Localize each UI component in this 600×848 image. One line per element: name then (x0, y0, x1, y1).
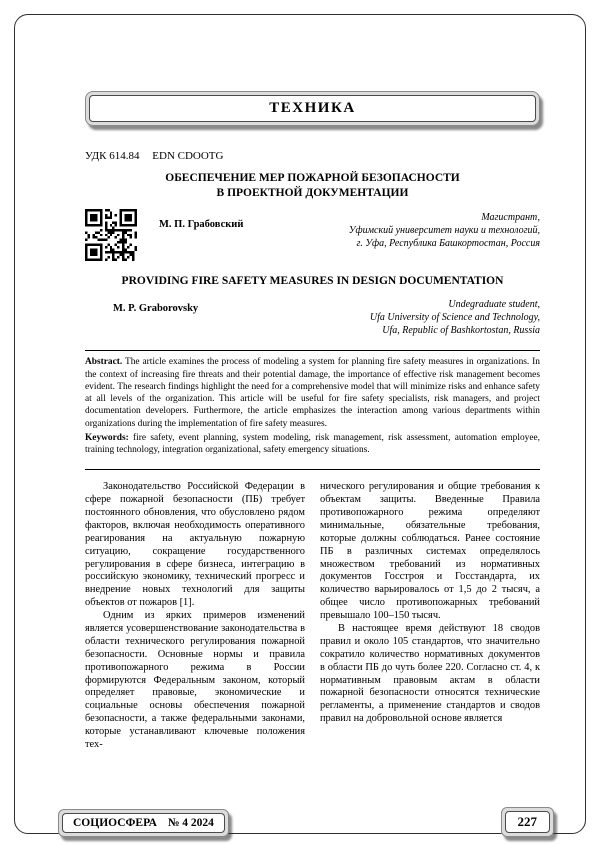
affiliation-line: Магистрант, (481, 211, 540, 223)
qr-code-svg (85, 209, 137, 261)
paragraph: нического регулирования и общие требования к объектам защиты. Введенные Правила противопожарного режима определяют минимальные, обязательные требования, которые должны соблюдаться. Ранее состояние ПБ в различных системах определялось множеством требований из нормативных документов Госстроя и Госстандарта, их количество варьировалось от 1,5 до 2 тысяч, а общее число противопожарных требований превышало 100–150 тысяч. (320, 481, 540, 622)
article-title-ru-line1: ОБЕСПЕЧЕНИЕ МЕР ПОЖАРНОЙ БЕЗОПАСНОСТИ (165, 172, 460, 184)
affiliation-line: Undegraduate student, (448, 298, 540, 310)
qr-code-icon (85, 209, 137, 261)
paragraph: Законодательство Российской Федерации в сфере пожарной безопасности (ПБ) требует постоянного обновления, что обусловлено рядом факторов, включая необходимость оперативного реагирования на актуальную пожарную ситуацию, сокращение государственного регулирования в сфере бизнеса, интеграцию в российскую экономику, технический прогресс и внедрение новых технологий для защиты объектов от пожаров [1]. (85, 481, 305, 609)
affiliation-line: Уфимский университет науки и технологий, (348, 225, 540, 237)
divider-top (85, 350, 540, 351)
udc-code: УДК 614.84 (85, 150, 140, 162)
section-banner (85, 91, 540, 126)
author-name-ru: М. П. Грабовский (159, 218, 244, 230)
page-content (85, 91, 540, 752)
journal-issue: № 4 2024 (167, 817, 214, 829)
body-columns (85, 481, 540, 752)
abstract (85, 356, 540, 429)
udc-line (85, 150, 540, 162)
article-title-ru (85, 171, 540, 201)
affiliation-line: г. Уфа, Республика Башкортостан, Россия (356, 238, 540, 250)
author-affiliation-en (198, 298, 540, 338)
journal-name: СОЦИОСФЕРА (73, 817, 157, 829)
article-title-ru-line2: В ПРОЕКТНОЙ ДОКУМЕНТАЦИИ (216, 186, 409, 199)
author-name-en: M. P. Graborovsky (113, 302, 199, 314)
affiliation-line: Ufa University of Science and Technology, (369, 312, 540, 324)
author-affiliation-ru (243, 211, 540, 251)
paragraph: Одним из ярких примеров изменений является усовершенствование законодательства в области технического регулирования пожарной безопасности. Основные нормы и правила противопожарного режима в России формируются Федеральным законом, который определяет правовые, экономические и социальные основы обеспечения пожарной безопасности, а также федеральными законами, которые устанавливают ключевые положения тех- (85, 610, 305, 750)
keywords-label: Keywords: (85, 432, 129, 443)
author-block-en (85, 296, 540, 338)
journal-footer-box (58, 809, 229, 837)
column-left (85, 481, 305, 752)
keywords-text: fire safety, event planning, system modeling, risk management, risk assessment, automation employee, training technology, integration organizational, safety emergency situations. (85, 432, 540, 455)
section-title: ТЕХНИКА (89, 95, 536, 122)
affiliation-line: Ufa, Republic of Bashkortostan, Russia (382, 325, 540, 337)
abstract-label: Abstract. (85, 357, 123, 368)
divider-bottom (85, 469, 540, 470)
author-block-ru (85, 209, 540, 261)
paragraph: В настоящее время действуют 18 сводов правил и около 105 стандартов, что значительно сократило количество нормативных документов в области ПБ до чуть более 220. Согласно ст. 4, к нормативным правовым актам в области пожарной безопасности относятся технические регламенты, а применение стандартов и сводов правил на добровольной основе является (320, 622, 540, 725)
article-title-en: PROVIDING FIRE SAFETY MEASURES IN DESIGN DOCUMENTATION (121, 274, 504, 287)
page-number: 227 (505, 811, 551, 833)
keywords (85, 432, 540, 456)
edn-code: EDN CDOOTG (152, 150, 224, 162)
abstract-text: The article examines the process of modeling a system for planning fire safety measures in organizations. In the context of increasing fire threats and their potential damage, the importance of effective risk management becomes evident. The research findings highlight the need for a comprehensive model that will minimize risks and enhance safety at all levels of the organization. This article will be useful for fire safety specialists, risk managers, and project documentation developers. Furthermore, the article emphasizes the interaction among various departments within organizations during the implementation of fire safety measures. (85, 357, 540, 429)
page-number-box (501, 807, 555, 837)
journal-footer (62, 813, 225, 833)
column-right (320, 481, 540, 752)
